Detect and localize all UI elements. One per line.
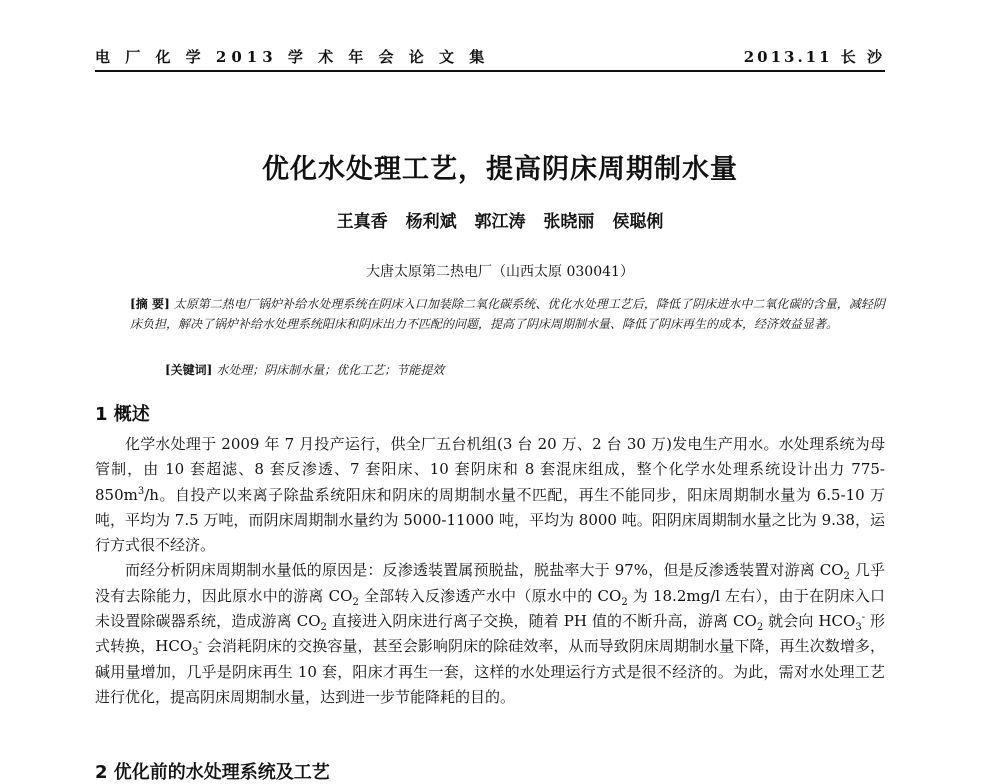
- paragraph-1-part-a: 化学水处理于 2009 年 7 月投产运行，供全厂五台机组(3 台 20 万、2 台 30 万)发电生产用水。水处理系统为母管制，由 10 套超滤、8 套反渗透、7 套阳床、10 套阴床和 8 套混床组成，整个化学水处理系统设计出力 775-850m: [95, 435, 885, 504]
- abstract-text: 太原第二热电厂锅炉补给水处理系统在阴床入口加装除二氧化碳系统、优化水处理工艺后，降低了阴床进水中二氧化碳的含量，减轻阴床负担，解决了锅炉补给水处理系统阳床和阴床出力不匹配的问题，提高了阴床周期制水量、降低了阴床再生的成本，经济效益显著。: [130, 297, 885, 331]
- section-1-heading: 1 概述: [95, 404, 150, 425]
- journal-name: 电 厂 化 学 2013 学 术 年 会 论 文 集: [95, 48, 490, 66]
- subscript: 2: [756, 622, 764, 634]
- author-list: 王真香 杨利斌 郭江涛 张晓丽 侯聪俐: [336, 212, 664, 232]
- p2-seg: 就会向 HCO: [763, 612, 856, 631]
- superscript: -: [861, 612, 866, 624]
- paper-title: 优化水处理工艺，提高阴床周期制水量: [262, 154, 738, 185]
- subscript: 3: [855, 622, 862, 634]
- p2-seg: 几乎没有去除能力，因此原水中的游离 CO: [95, 561, 885, 605]
- keywords: [165, 360, 885, 380]
- keywords-tag: [关键词]: [165, 363, 213, 377]
- paragraph-2: [95, 558, 885, 710]
- page-header: [95, 44, 885, 72]
- abstract-tag: [摘 要]: [130, 297, 170, 311]
- issue-date-location: 2013.11 长 沙: [743, 48, 885, 66]
- p2-seg: 直接进入阴床进行离子交换，随着 PH 值的不断升高，游离 CO: [326, 612, 757, 631]
- paragraph-1: [95, 432, 885, 558]
- keywords-text: 水处理；阴床制水量；优化工艺；节能提效: [216, 363, 445, 377]
- superscript: -: [198, 637, 202, 649]
- subscript: 2: [843, 571, 850, 583]
- subscript: 2: [320, 622, 327, 634]
- section-1-body: [95, 432, 885, 710]
- p2-seg: 为 18.2mg/l 左右），由于在阴床入口未设置除碳器系统，造成游离 CO: [95, 586, 886, 631]
- abstract: [130, 294, 885, 334]
- p2-seg: 而经分析阴床周期制水量低的原因是：反渗透装置属预脱盐，脱盐率大于 97%，但是反渗透装置对游离 CO: [125, 561, 844, 580]
- subscript: 2: [621, 596, 628, 608]
- superscript: 3: [137, 485, 145, 497]
- subscript: 3: [192, 647, 199, 659]
- section-2-heading: 2 优化前的水处理系统及工艺: [95, 762, 330, 783]
- p2-seg: 会消耗阴床的交换容量，甚至会影响阴床的除硅效率，从而导致阴床周期制水量下降，再生次数增多，碱用量增加，几乎是阴床再生 10 套，阳床才再生一套，这样的水处理运行方式是很不经济的。为此，需对水处理工艺进行优化，提高阴床周期制水量，达到进一步节能降耗的目的。: [95, 637, 885, 706]
- affiliation: 大唐太原第二热电厂（山西太原 030041）: [366, 264, 634, 280]
- paragraph-1-part-b: /h。自投产以来离子除盐系统阳床和阴床的周期制水量不匹配，再生不能同步，阳床周期制水量为 6.5-10 万吨，平均为 7.5 万吨，而阴床周期制水量约为 5000-11000 吨，平均为 8000 吨。阳阴床周期制水量之比为 9.38，运行方式很不经济。: [95, 485, 885, 555]
- p2-seg: 全部转入反渗透产水中（原水中的 CO: [358, 586, 622, 605]
- subscript: 2: [352, 596, 359, 608]
- p2-seg: 形式转换，HCO: [95, 612, 885, 656]
